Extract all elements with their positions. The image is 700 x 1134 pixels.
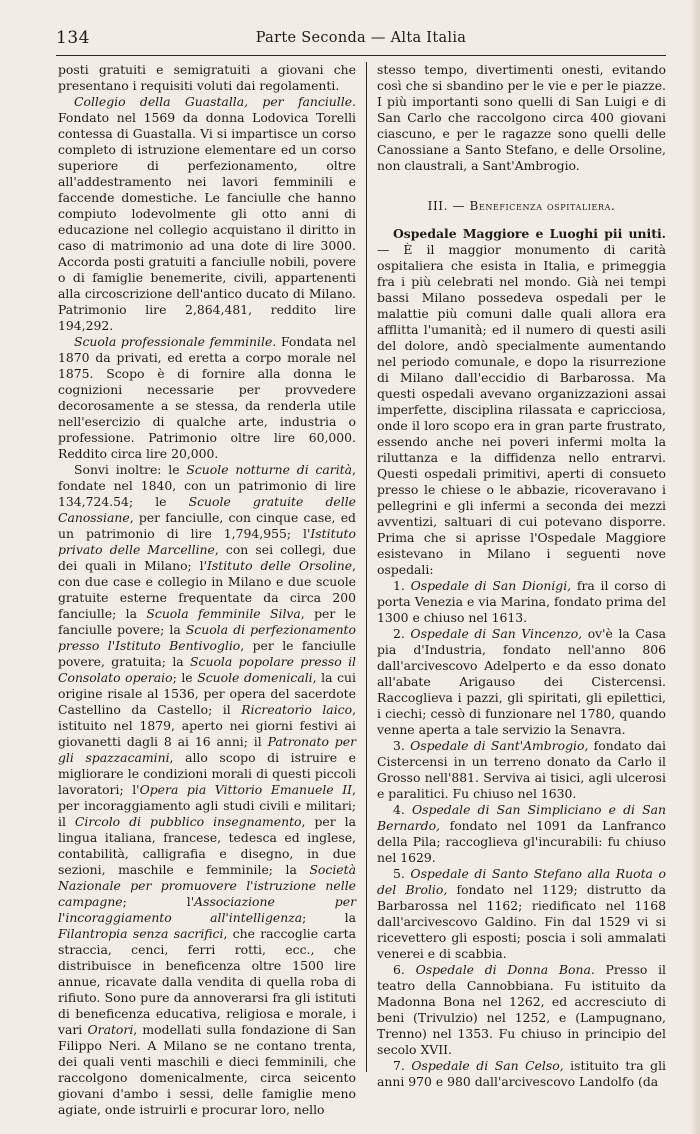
institution-name: Opera pia Vittorio Emanuele II — [139, 782, 353, 797]
page-edge-shadow — [690, 0, 700, 1134]
institution-name: Ricreatorio laico — [241, 702, 353, 717]
running-head: Parte Seconda — Alta Italia — [255, 30, 467, 46]
page-header — [56, 28, 666, 52]
left-column — [58, 62, 356, 1118]
hospital-item — [377, 1058, 666, 1090]
hospital-item — [377, 626, 666, 738]
header-rule — [56, 55, 666, 56]
hospital-list — [377, 578, 666, 1090]
section-title: III. — Beneficenza ospitaliera. — [427, 199, 616, 213]
hospital-description: fondato nel 1129; distrutto da Barbarossa nel 1162; riedificato nel 1168 dall'arcivescovo Galdino. Fin dal 1529 vi si ricevettero gli esposti; poscia i soli ammalati venerei e di scabbia. — [377, 882, 666, 961]
hospital-name: Ospedale di San Simpliciano e di San Bernardo, — [377, 802, 667, 833]
paragraph-sonvi-inoltre: Sonvi inoltre: le Scuole notturne di carità, fondate nel 1840, con un patrimonio di lire 134,724.54; le Scuole gratuite delle Canossiane, per fanciulle, con cinque case, ed un patrimonio di lire 1,794,955; l'Istituto privato delle Marcelline, con sei collegi, due dei quali in Milano; l'Istituto delle Orsoline, con due case e collegio in Milano e due scuole gratuite esterne frequentate da circa 200 fanciulle; la Scuola femminile Silva, per le fanciulle povere; la Scuola di perfezionamento presso l'Istituto Bentivoglio, per le fanciulle povere, gratuita; la Scuola popolare presso il Consolato operaio; le Scuole domenicali, la cui origine risale al 1536, per opera del sacerdote Castellino da Castello; il Ricreatorio laico, istituito nel 1879, aperto nei giorni festivi ai giovanetti dagli 8 ai 16 anni; il Patronato per gli spazzacamini, allo scopo di istruire e migliorare le condizioni morali di questi piccoli lavoratori; l'Opera pia Vittorio Emanuele II, per incoraggiamento agli studi civili e militari; il Circolo di pubblico insegnamento, per la lingua italiana, francese, tedesca ed inglese, contabilità, calligrafia e disegno, in due sezioni, maschile e femminile; la Società Nazionale per promuovere l'istruzione nelle campagne; l'Associazione per l'incoraggiamento all'intelligenza; la Filantropia senza sacrifici, che raccoglie carta straccia, cenci, ferri rotti, ecc., che distribuisce in beneficenza oltre 1500 lire annue, ricavate dalla vendita di quella roba di rifiuto. Sono pure da annoverarsi fra gli istituti di beneficenza educativa, religiosa e morale, i vari Oratori, modellati sulla fondazione di San Filippo Neri. A Milano se ne contano trenta, dei quali venti maschili e dieci femminili, che raccolgono domenicalmente, circa seicento giovani d'ambo i sessi, delle famiglie meno agiate, onde istruirli e procurar loro, nello — [58, 462, 357, 1117]
right-column — [377, 62, 666, 1090]
hospital-item — [377, 962, 666, 1058]
institution-name: Associazione per l'incoraggiamento all'intelligenza — [58, 894, 356, 925]
paragraph-scuola-professionale — [58, 334, 356, 462]
scuola-text: Fondata nel 1870 da privati, ed eretta a corpo morale nel 1875. Scopo è di fornire alla donna le cognizioni necessarie per provvedere decorosamente a se stessa, da renderla utile nell'esercizio di qualche arte, industria o professione. Patrimonio oltre lire 60,000. Reddito circa lire 20,000. — [58, 334, 356, 461]
institution-name: Scuole domenicali — [197, 670, 313, 685]
institution-name: Scuola popolare presso il Consolato operaio — [58, 654, 357, 685]
hospital-description: fondato dai Cistercensi in un terreno donato da Carlo il Grosso nell'881. Serviva ai tisici, agli ulcerosi e paralitici. Fu chiuso nel 1630. — [377, 738, 666, 801]
hospital-description: ov'è la Casa pia d'Industria, fondato nell'anno 806 dall'arcivescovo Adelperto e da esso donato all'abate Arigauso dei Cistercensi. Raccoglieva i pazzi, gli spiritati, gli epilettici, i ciechi; cessò di funzionare nel 1780, quando venne aperta a tale servizio la Senavra. — [377, 626, 666, 737]
hospital-description: fondato nel 1091 da Lanfranco della Pila; raccoglieva gl'incurabili: fu chiuso nel 1629. — [377, 818, 666, 865]
hospital-number: 1. — [393, 578, 411, 593]
hospital-number: 3. — [393, 738, 411, 753]
paragraph-collegio-guastalla — [58, 94, 356, 334]
hospital-name: Ospedale di Donna Bona. — [415, 962, 595, 977]
page-number: 134 — [56, 28, 90, 48]
paragraph-ospedale-maggiore — [377, 226, 666, 578]
institution-name: Scuole gratuite delle Canossiane — [58, 494, 356, 525]
hospital-number: 7. — [393, 1058, 412, 1073]
hospital-item — [377, 578, 666, 626]
institution-name: Scuole notturne di carità — [186, 462, 353, 477]
hospital-item — [377, 802, 666, 866]
institution-name: Istituto privato delle Marcelline — [58, 526, 356, 557]
hospital-name: Ospedale di San Vincenzo, — [410, 626, 583, 641]
hospital-item — [377, 738, 666, 802]
paragraph: posti gratuiti e semigratuiti a giovani che presentano i requisiti voluti dai regolamenti. — [58, 62, 356, 93]
hospital-name: Ospedale di San Celso, — [411, 1058, 564, 1073]
hospital-name: Ospedale di San Dionigi, — [410, 578, 572, 593]
ospedale-text: — È il maggior monumento di carità ospitaliera che esista in Italia, e primeggia fra i più celebrati nel mondo. Già nei tempi bassi Milano possedeva ospedali per le malattie più comuni dalle quali allora era afflitta l'umanità; ed il numero di questi asili del dolore, andò specialmente aumentando nel periodo comunale, e dopo la risurrezione di Milano dall'eccidio di Barbarossa. Ma questi ospedali avevano organizzazioni assai imperfette, disciplina rilassata e capricciosa, onde il loro scopo era in gran parte frustrato, essendo anche nei poveri infermi molta la riluttanza e la diffidenza nello entrarvi. Questi ospedali primitivi, aperti di consueto presso le chiese o le abbazie, ricoveravano i pellegrini e gli infermi a seconda dei mezzi avventizi, saltuari di cui potevano disporre. Prima che si aprisse l'Ospedale Maggiore esistevano in Milano i seguenti nove ospedali: — [377, 242, 666, 577]
institution-name: Filantropia senza sacrifici — [58, 926, 224, 941]
hospital-item — [377, 866, 666, 962]
hospital-number: 5. — [393, 866, 411, 881]
hospital-number: 4. — [393, 802, 412, 817]
institution-name: Società Nazionale per promuovere l'istruzione nelle campagne — [58, 862, 356, 909]
hospital-description: Presso il teatro della Cannobbiana. Fu istituito da Madonna Bona nel 1262, ed accresciuto di beni (Trivulzio) nel 1252, e (Lampugnano, Trenno) nel 1353. Fu chiuso in principio del secolo XVII. — [377, 962, 667, 1057]
scuola-heading: Scuola professionale femminile. — [74, 334, 277, 349]
hospital-description: istituito tra gli anni 970 e 980 dall'arcivescovo Landolfo (da — [377, 1058, 667, 1089]
column-divider — [366, 62, 367, 1072]
institution-name: Istituto delle Orsoline — [206, 558, 353, 573]
paragraph-oratori-continued: stesso tempo, divertimenti onesti, evitando così che si sbandino per le vie e per le piazze. I più importanti sono quelli di San Luigi e di San Carlo che raccolgono circa 400 giovani ciascuno, e per le ragazze sono quelli delle Canossiane a Santo Stefano, e delle Orsoline, non claustrali, a Sant'Ambrogio. — [377, 62, 666, 173]
hospital-name: Ospedale di Santo Stefano alla Ruota o del Brolio, — [377, 866, 666, 897]
collegio-heading: Collegio della Guastalla, per fanciulle. — [74, 94, 356, 109]
institution-name: Oratori — [87, 1022, 134, 1037]
hospital-name: Ospedale di Sant'Ambrogio, — [410, 738, 589, 753]
institution-name: Scuola femminile Silva — [146, 606, 301, 621]
hospital-number: 6. — [393, 962, 416, 977]
ospedale-heading: Ospedale Maggiore e Luoghi pii uniti. — [393, 226, 666, 241]
institution-name: Circolo di pubblico insegnamento — [74, 814, 302, 829]
institution-name: Scuola di perfezionamento presso l'Istituto Bentivoglio — [58, 622, 356, 653]
hospital-number: 2. — [393, 626, 411, 641]
institution-name: Patronato per gli spazzacamini — [58, 734, 356, 765]
hospital-description: fra il corso di porta Venezia e via Marina, fondato prima del 1300 e chiuso nel 1613. — [377, 578, 666, 625]
collegio-text: Fondato nel 1569 da donna Lodovica Torelli contessa di Guastalla. Vi si impartisce un corso completo di istruzione elementare ed un corso superiore di perfezionamento, oltre all'addestramento nei lavori femminili e faccende domestiche. Le fanciulle che hanno compiuto lodevolmente gli otto anni di educazione nel collegio acquistano il diritto in caso di matrimonio ad una dote di lire 3000. Accorda posti gratuiti a fanciulle nobili, povere o di famiglie benemerite, civili, appartenenti alla circoscrizione dell'antico ducato di Milano. Patrimonio lire 2,864,481, reddito lire 194,292. — [58, 110, 356, 333]
